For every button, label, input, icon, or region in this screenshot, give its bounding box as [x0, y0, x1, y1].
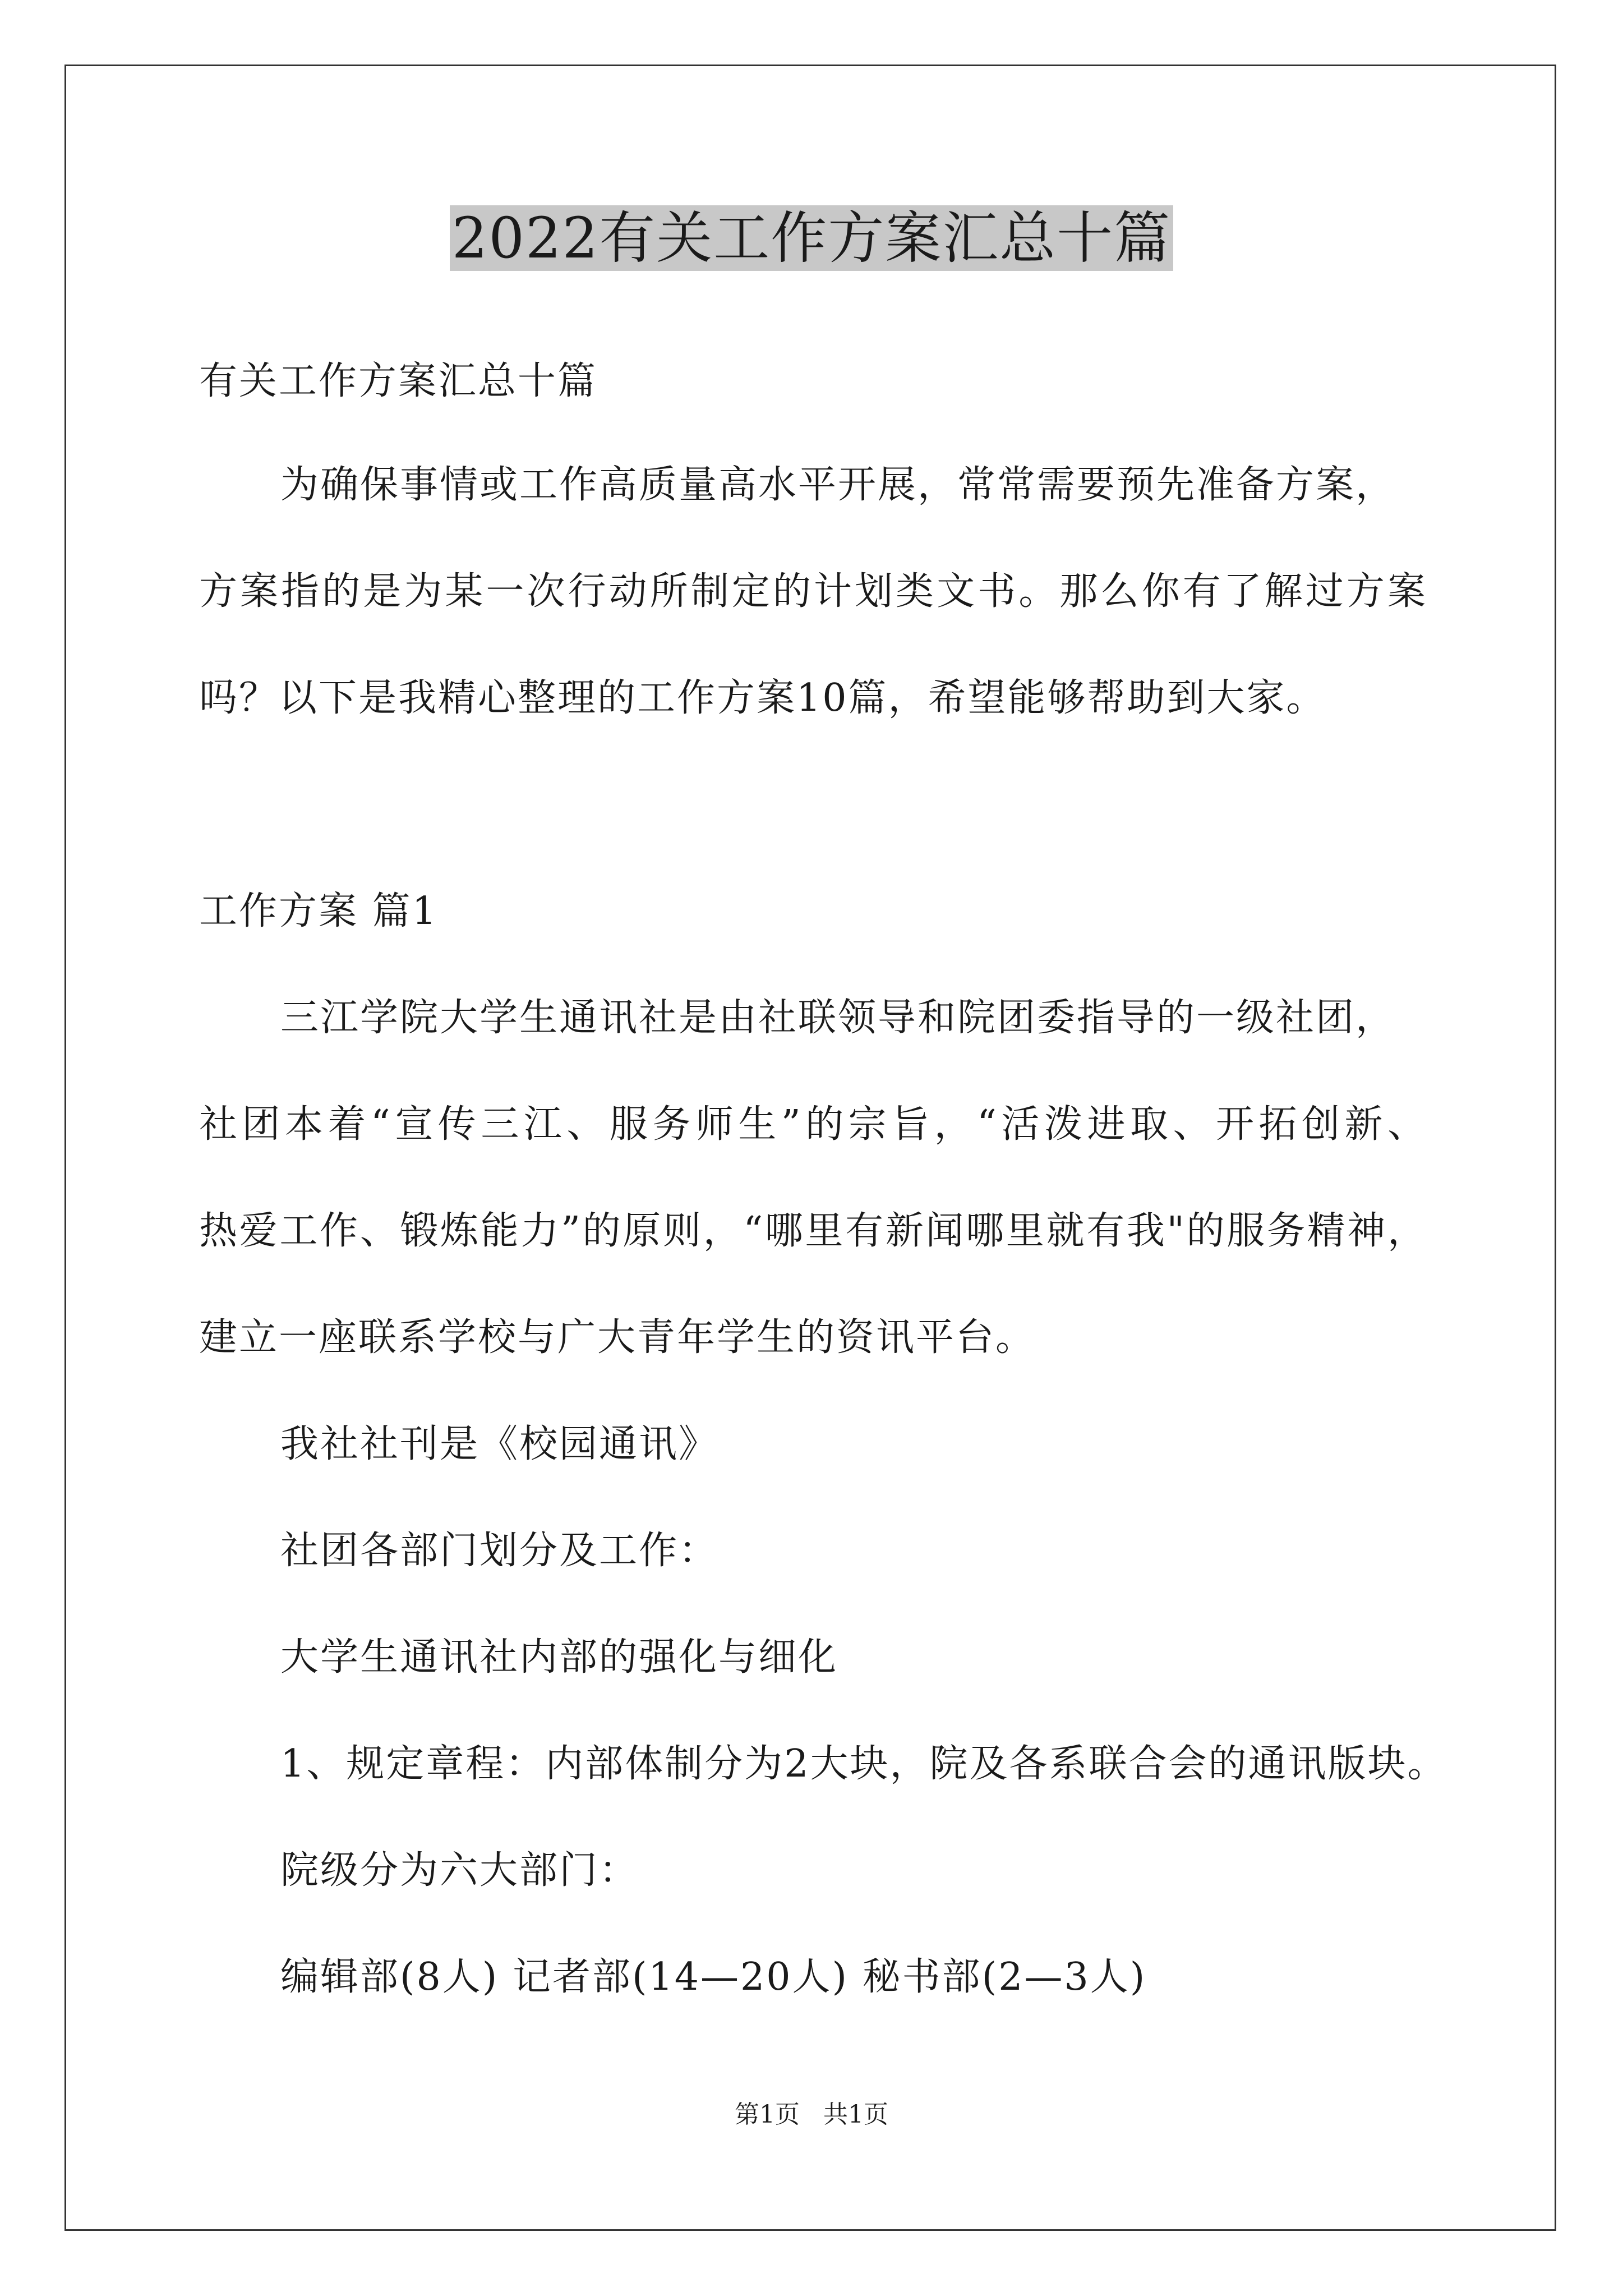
list-item: 社团各部门划分及工作： [280, 1529, 719, 1573]
section-heading: 工作方案 篇1 [199, 889, 438, 933]
intro-line-1: 为确保事情或工作高质量高水平开展，常常需要预先准备方案， [280, 463, 1396, 507]
list-item: 院级分为六大部门： [280, 1848, 639, 1893]
section-body-line-4: 建立一座联系学校与广大青年学生的资讯平台。 [199, 1315, 1036, 1360]
list-item: 我社社刊是《校园通讯》 [280, 1422, 719, 1466]
document-title [0, 199, 1623, 278]
section-body-line-2: 社团本着“宣传三江、服务师生”的宗旨，“活泼进取、开拓创新、 [199, 1102, 1427, 1147]
document-subtitle: 有关工作方案汇总十篇 [199, 359, 598, 403]
list-item: 大学生通讯社内部的强化与细化 [280, 1635, 838, 1680]
section-body-line-1: 三江学院大学生通讯社是由社联领导和院团委指导的一级社团， [280, 996, 1396, 1040]
page-number: 第1页 [735, 2100, 800, 2129]
page-footer [0, 2098, 1623, 2132]
page-total: 共1页 [823, 2100, 888, 2129]
intro-line-3: 吗？以下是我精心整理的工作方案10篇，希望能够帮助到大家。 [199, 676, 1326, 720]
section-body-line-3: 热爱工作、锻炼能力”的原则，“哪里有新闻哪里就有我"的服务精神， [199, 1209, 1427, 1253]
document-title-text: 2022有关工作方案汇总十篇 [450, 205, 1174, 271]
intro-line-2: 方案指的是为某一次行动所制定的计划类文书。那么你有了解过方案 [199, 569, 1427, 614]
list-item: 1、规定章程：内部体制分为2大块，院及各系联合会的通讯版块。 [280, 1742, 1447, 1786]
list-item: 编辑部(8人) 记者部(14—20人) 秘书部(2—3人) [280, 1955, 1147, 1999]
